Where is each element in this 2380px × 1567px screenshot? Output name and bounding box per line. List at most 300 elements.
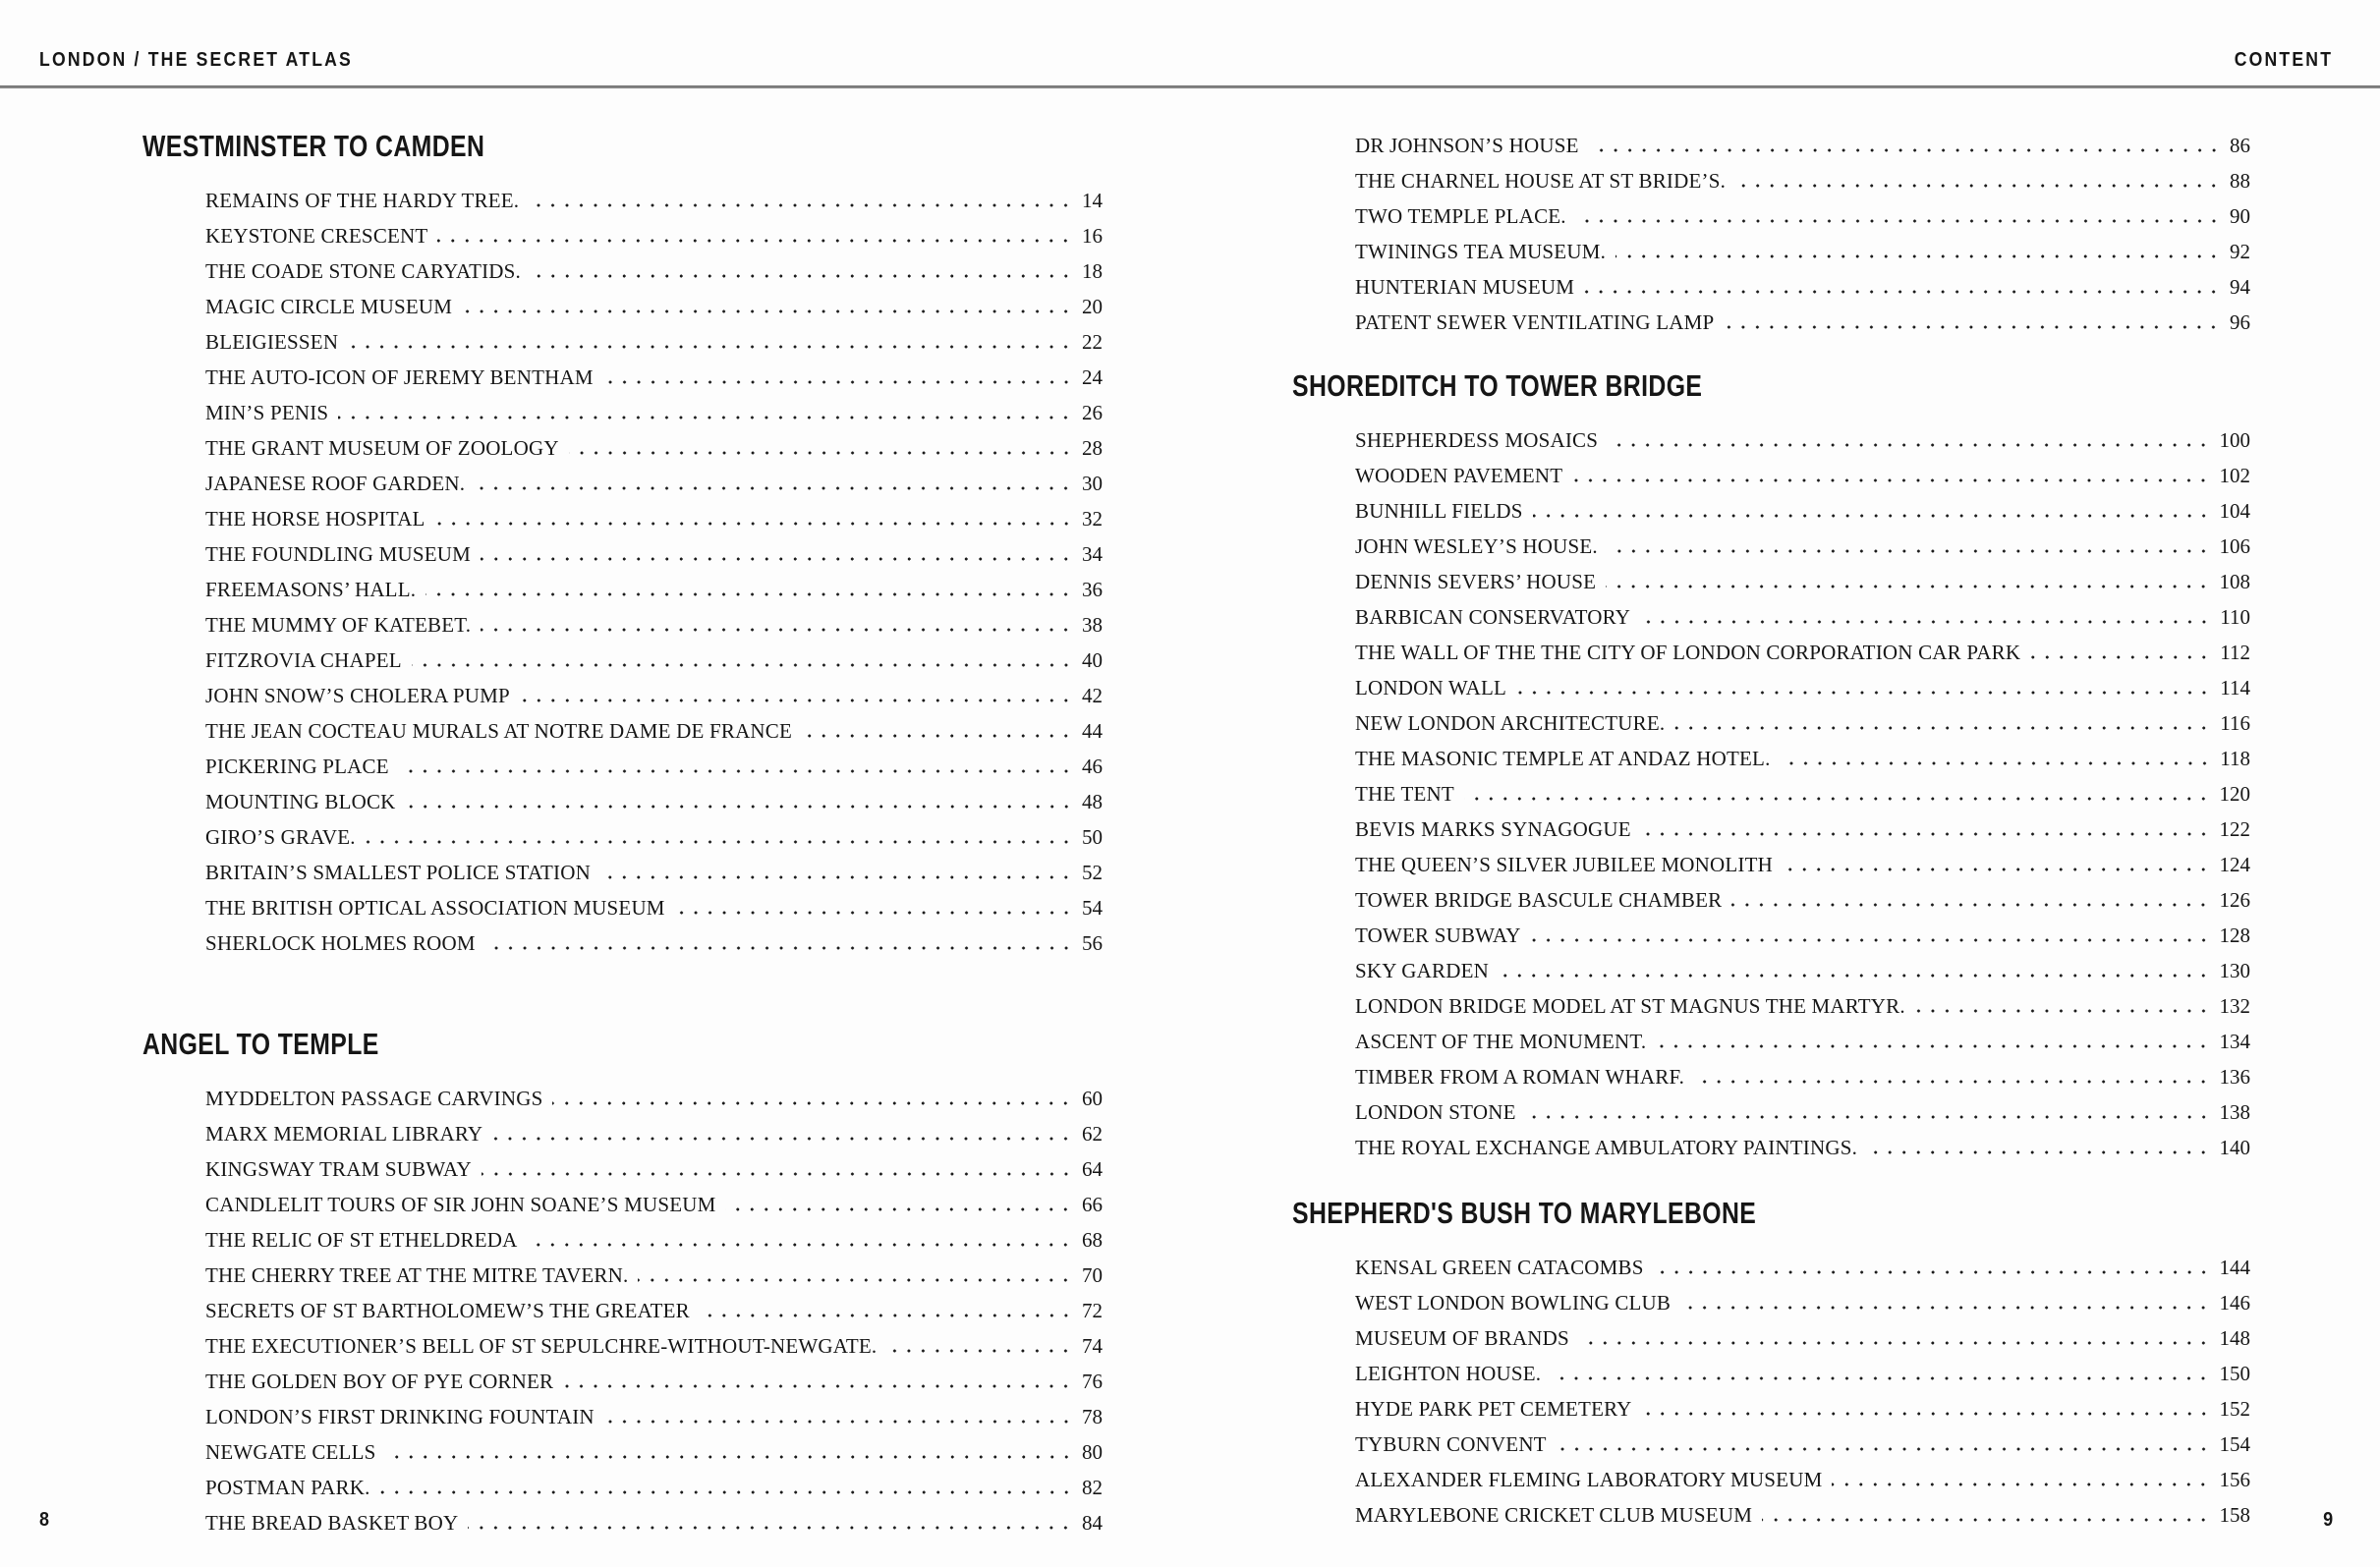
entry-page-number: 52 bbox=[1082, 861, 1103, 884]
entry-page-number: 112 bbox=[2220, 641, 2250, 664]
entry-title: LONDON BRIDGE MODEL AT ST MAGNUS THE MARTYR. bbox=[1355, 994, 1905, 1018]
toc-section bbox=[1292, 122, 2250, 334]
entry-page-number: 110 bbox=[2220, 605, 2250, 629]
toc-entry bbox=[142, 601, 1103, 637]
entry-page-number: 156 bbox=[2219, 1468, 2250, 1491]
entry-page-number: 106 bbox=[2219, 534, 2250, 558]
folio-right: 9 bbox=[2322, 1509, 2333, 1531]
entry-title: THE ROYAL EXCHANGE AMBULATORY PAINTINGS. bbox=[1355, 1136, 1858, 1159]
entry-title: THE COADE STONE CARYATIDS. bbox=[205, 259, 521, 283]
dot-leader bbox=[700, 1313, 1073, 1318]
entry-page-number: 30 bbox=[1082, 472, 1103, 495]
entry-page-number: 84 bbox=[1082, 1511, 1103, 1535]
entry-title: TIMBER FROM A ROMAN WHARF. bbox=[1355, 1065, 1685, 1089]
toc-entry bbox=[142, 1110, 1103, 1146]
entry-title: THE GOLDEN BOY OF PYE CORNER bbox=[205, 1370, 554, 1393]
toc-entries bbox=[1292, 122, 2250, 334]
toc-entry bbox=[1292, 1456, 2250, 1491]
entry-page-number: 74 bbox=[1082, 1334, 1103, 1358]
dot-leader bbox=[2030, 654, 2211, 660]
entry-title: THE AUTO-ICON OF JEREMY BENTHAM bbox=[205, 365, 594, 389]
sections bbox=[1292, 122, 2250, 1527]
entry-title: SHEPHERDESS MOSAICS bbox=[1355, 428, 1599, 452]
toc-entry bbox=[142, 743, 1103, 778]
dot-leader bbox=[1656, 1043, 2210, 1049]
toc-entry bbox=[1292, 806, 2250, 841]
entry-title: THE TENT bbox=[1355, 782, 1454, 806]
toc-entry bbox=[1292, 1421, 2250, 1456]
toc-entry bbox=[1292, 876, 2250, 912]
entry-title: LONDON STONE bbox=[1355, 1100, 1516, 1124]
dot-leader bbox=[569, 450, 1073, 456]
folio-left: 8 bbox=[39, 1509, 50, 1531]
entry-page-number: 72 bbox=[1082, 1299, 1103, 1322]
dot-leader bbox=[366, 839, 1073, 845]
dot-leader bbox=[531, 273, 1073, 279]
entry-title: THE FOUNDLING MUSEUM bbox=[205, 542, 471, 566]
entry-page-number: 146 bbox=[2219, 1291, 2250, 1315]
running-header-content-label: CONTENT bbox=[2234, 49, 2333, 71]
toc-entries bbox=[1292, 417, 2250, 1159]
toc-entry bbox=[142, 1181, 1103, 1216]
entry-page-number: 24 bbox=[1082, 365, 1103, 389]
entry-page-number: 104 bbox=[2219, 499, 2250, 523]
dot-leader bbox=[886, 1348, 1073, 1354]
toc-entry bbox=[1292, 558, 2250, 593]
entry-page-number: 114 bbox=[2220, 676, 2250, 700]
entry-title: THE EXECUTIONER’S BELL OF ST SEPULCHRE-WITHOUT-NEWGATE. bbox=[205, 1334, 878, 1358]
entry-title: THE WALL OF THE THE CITY OF LONDON CORPORATION CAR PARK bbox=[1355, 641, 2021, 664]
entry-title: MOUNTING BLOCK bbox=[205, 790, 396, 813]
entry-title: FITZROVIA CHAPEL bbox=[205, 648, 402, 672]
toc-entry bbox=[1292, 1018, 2250, 1053]
entry-title: THE HORSE HOSPITAL bbox=[205, 507, 425, 531]
toc-entry bbox=[142, 1464, 1103, 1499]
toc-entry bbox=[1292, 417, 2250, 452]
dot-leader bbox=[1531, 937, 2211, 943]
entry-page-number: 118 bbox=[2220, 747, 2250, 770]
entry-title: JOHN WESLEY’S HOUSE. bbox=[1355, 534, 1598, 558]
entry-page-number: 82 bbox=[1082, 1476, 1103, 1499]
dot-leader bbox=[380, 1489, 1073, 1495]
toc-entry bbox=[142, 495, 1103, 531]
entry-page-number: 44 bbox=[1082, 719, 1103, 743]
toc-section bbox=[1292, 1195, 2250, 1527]
entry-page-number: 128 bbox=[2219, 923, 2250, 947]
dot-leader bbox=[1579, 1340, 2211, 1346]
toc-entry bbox=[1292, 487, 2250, 523]
toc-entry bbox=[142, 531, 1103, 566]
entry-page-number: 88 bbox=[2230, 169, 2250, 193]
dot-leader bbox=[1674, 725, 2211, 731]
entry-page-number: 14 bbox=[1082, 189, 1103, 212]
dot-leader bbox=[348, 344, 1073, 350]
dot-leader bbox=[425, 591, 1073, 597]
entry-page-number: 42 bbox=[1082, 684, 1103, 707]
entry-page-number: 76 bbox=[1082, 1370, 1103, 1393]
toc-entry bbox=[142, 884, 1103, 920]
dot-leader bbox=[1589, 147, 2221, 153]
dot-leader bbox=[527, 1242, 1073, 1248]
entry-page-number: 108 bbox=[2219, 570, 2250, 593]
entry-title: NEW LONDON ARCHITECTURE. bbox=[1355, 711, 1666, 735]
entry-title: LONDON’S FIRST DRINKING FOUNTAIN bbox=[205, 1405, 595, 1428]
dot-leader bbox=[481, 556, 1073, 562]
entry-title: KENSAL GREEN CATACOMBS bbox=[1355, 1256, 1644, 1279]
toc-entry bbox=[1292, 912, 2250, 947]
entry-page-number: 60 bbox=[1082, 1087, 1103, 1110]
dot-leader bbox=[462, 308, 1073, 314]
entry-page-number: 20 bbox=[1082, 295, 1103, 318]
entry-title: THE JEAN COCTEAU MURALS AT NOTRE DAME DE FRANCE bbox=[205, 719, 793, 743]
entry-page-number: 40 bbox=[1082, 648, 1103, 672]
dot-leader bbox=[675, 910, 1073, 916]
dot-leader bbox=[406, 804, 1073, 810]
entry-title: KINGSWAY TRAM SUBWAY bbox=[205, 1157, 472, 1181]
toc-page-right bbox=[1292, 122, 2250, 1527]
toc-section bbox=[142, 1026, 1103, 1535]
toc-entry bbox=[1292, 1244, 2250, 1279]
entry-page-number: 136 bbox=[2219, 1065, 2250, 1089]
toc-entry bbox=[142, 672, 1103, 707]
toc-page-left bbox=[142, 128, 1103, 1535]
dot-leader bbox=[1608, 548, 2211, 554]
toc-entry bbox=[1292, 523, 2250, 558]
toc-entry bbox=[1292, 1385, 2250, 1421]
entry-page-number: 124 bbox=[2219, 853, 2250, 876]
toc-entries bbox=[142, 177, 1103, 955]
entry-page-number: 130 bbox=[2219, 959, 2250, 982]
entry-title: BRITAIN’S SMALLEST POLICE STATION bbox=[205, 861, 591, 884]
dot-leader bbox=[482, 1171, 1073, 1177]
entry-page-number: 48 bbox=[1082, 790, 1103, 813]
toc-entry bbox=[142, 1393, 1103, 1428]
entry-title: BEVIS MARKS SYNAGOGUE bbox=[1355, 817, 1631, 841]
entry-page-number: 122 bbox=[2219, 817, 2250, 841]
toc-entry bbox=[142, 389, 1103, 424]
entry-page-number: 92 bbox=[2230, 240, 2250, 263]
toc-entry bbox=[1292, 947, 2250, 982]
section-title: ANGEL TO TEMPLE bbox=[142, 1027, 379, 1061]
toc-entry bbox=[1292, 452, 2250, 487]
entry-title: THE BRITISH OPTICAL ASSOCIATION MUSEUM bbox=[205, 896, 665, 920]
entry-title: REMAINS OF THE HARDY TREE. bbox=[205, 189, 520, 212]
entry-title: THE MASONIC TEMPLE AT ANDAZ HOTEL. bbox=[1355, 747, 1771, 770]
toc-entry bbox=[142, 1287, 1103, 1322]
dot-leader bbox=[604, 1419, 1073, 1425]
dot-leader bbox=[1832, 1482, 2210, 1487]
dot-leader bbox=[475, 485, 1073, 491]
entry-title: BARBICAN CONSERVATORY bbox=[1355, 605, 1631, 629]
toc-entry bbox=[142, 707, 1103, 743]
entry-page-number: 158 bbox=[2219, 1503, 2250, 1527]
entry-title: SECRETS OF ST BARTHOLOMEW’S THE GREATER bbox=[205, 1299, 690, 1322]
entry-page-number: 100 bbox=[2219, 428, 2250, 452]
entry-title: THE CHARNEL HOUSE AT ST BRIDE’S. bbox=[1355, 169, 1727, 193]
toc-section bbox=[1292, 367, 2250, 1159]
dot-leader bbox=[1915, 1008, 2211, 1014]
toc-section bbox=[142, 128, 1103, 955]
entry-title: DENNIS SEVERS’ HOUSE bbox=[1355, 570, 1597, 593]
toc-entries bbox=[1292, 1244, 2250, 1527]
entry-page-number: 132 bbox=[2219, 994, 2250, 1018]
dot-leader bbox=[1615, 253, 2221, 259]
entry-title: PATENT SEWER VENTILATING LAMP bbox=[1355, 310, 1715, 334]
toc-entry bbox=[142, 1252, 1103, 1287]
entry-title: TYBURN CONVENT bbox=[1355, 1432, 1547, 1456]
entry-page-number: 134 bbox=[2219, 1030, 2250, 1053]
dot-leader bbox=[338, 415, 1073, 420]
entry-page-number: 46 bbox=[1082, 755, 1103, 778]
toc-entry bbox=[142, 1499, 1103, 1535]
toc-entries bbox=[142, 1075, 1103, 1535]
toc-entry bbox=[1292, 1315, 2250, 1350]
dot-leader bbox=[1499, 973, 2211, 979]
entry-page-number: 138 bbox=[2219, 1100, 2250, 1124]
dot-leader bbox=[1606, 584, 2210, 589]
dot-leader bbox=[1642, 1411, 2211, 1417]
entry-page-number: 54 bbox=[1082, 896, 1103, 920]
dot-leader bbox=[1572, 477, 2210, 483]
dot-leader bbox=[437, 238, 1073, 244]
toc-entry bbox=[142, 849, 1103, 884]
entry-page-number: 148 bbox=[2219, 1326, 2250, 1350]
entry-title: NEWGATE CELLS bbox=[205, 1440, 376, 1464]
entry-title: THE CHERRY TREE AT THE MITRE TAVERN. bbox=[205, 1263, 629, 1287]
entry-title: THE BREAD BASKET BOY bbox=[205, 1511, 459, 1535]
toc-entry bbox=[1292, 735, 2250, 770]
entry-page-number: 94 bbox=[2230, 275, 2250, 299]
entry-page-number: 68 bbox=[1082, 1228, 1103, 1252]
entry-title: MARYLEBONE CRICKET CLUB MUSEUM bbox=[1355, 1503, 1753, 1527]
entry-page-number: 102 bbox=[2219, 464, 2250, 487]
dot-leader bbox=[1526, 1114, 2211, 1120]
entry-title: JOHN SNOW’S CHOLERA PUMP bbox=[205, 684, 510, 707]
section-title: SHOREDITCH TO TOWER BRIDGE bbox=[1292, 368, 1703, 403]
toc-entry bbox=[1292, 664, 2250, 700]
entry-title: HUNTERIAN MUSEUM bbox=[1355, 275, 1575, 299]
dot-leader bbox=[1608, 442, 2210, 448]
entry-title: THE MUMMY OF KATEBET. bbox=[205, 613, 472, 637]
dot-leader bbox=[1735, 183, 2221, 189]
entry-page-number: 50 bbox=[1082, 825, 1103, 849]
dot-leader bbox=[1640, 619, 2211, 625]
entry-page-number: 120 bbox=[2219, 782, 2250, 806]
entry-page-number: 26 bbox=[1082, 401, 1103, 424]
entry-title: TOWER BRIDGE BASCULE CHAMBER bbox=[1355, 888, 1723, 912]
entry-title: KEYSTONE CRESCENT bbox=[205, 224, 428, 248]
dot-leader bbox=[468, 1525, 1073, 1531]
entry-title: CANDLELIT TOURS OF SIR JOHN SOANE’S MUSEUM bbox=[205, 1193, 716, 1216]
entry-page-number: 18 bbox=[1082, 259, 1103, 283]
toc-entry bbox=[142, 283, 1103, 318]
entry-page-number: 126 bbox=[2219, 888, 2250, 912]
dot-leader bbox=[1551, 1375, 2210, 1381]
toc-entry bbox=[1292, 1053, 2250, 1089]
dot-leader bbox=[725, 1206, 1073, 1212]
toc-entry bbox=[142, 177, 1103, 212]
entry-page-number: 22 bbox=[1082, 330, 1103, 354]
entry-title: MAGIC CIRCLE MUSEUM bbox=[205, 295, 453, 318]
section-title: WESTMINSTER TO CAMDEN bbox=[142, 129, 485, 163]
toc-entry bbox=[1292, 1089, 2250, 1124]
toc-entry bbox=[1292, 263, 2250, 299]
toc-entry bbox=[142, 1146, 1103, 1181]
dot-leader bbox=[552, 1100, 1073, 1106]
dot-leader bbox=[603, 379, 1073, 385]
entry-page-number: 38 bbox=[1082, 613, 1103, 637]
toc-entry bbox=[142, 920, 1103, 955]
running-header-title: LONDON / THE SECRET ATLAS bbox=[39, 49, 353, 71]
toc-entry bbox=[142, 1428, 1103, 1464]
entry-title: GIRO’S GRAVE. bbox=[205, 825, 356, 849]
toc-entry bbox=[142, 813, 1103, 849]
entry-title: LEIGHTON HOUSE. bbox=[1355, 1362, 1542, 1385]
toc-entry bbox=[142, 1075, 1103, 1110]
entry-page-number: 62 bbox=[1082, 1122, 1103, 1146]
entry-title: ALEXANDER FLEMING LABORATORY MUSEUM bbox=[1355, 1468, 1823, 1491]
toc-entry bbox=[1292, 299, 2250, 334]
toc-entry bbox=[142, 1358, 1103, 1393]
dot-leader bbox=[1654, 1269, 2211, 1275]
toc-entry bbox=[142, 1216, 1103, 1252]
entry-page-number: 66 bbox=[1082, 1193, 1103, 1216]
entry-page-number: 90 bbox=[2230, 204, 2250, 228]
entry-title: HYDE PARK PET CEMETERY bbox=[1355, 1397, 1632, 1421]
toc-entry bbox=[1292, 982, 2250, 1018]
dot-leader bbox=[1781, 760, 2212, 766]
toc-entry bbox=[142, 637, 1103, 672]
entry-title: JAPANESE ROOF GARDEN. bbox=[205, 472, 466, 495]
toc-entry bbox=[1292, 1491, 2250, 1527]
dot-leader bbox=[1516, 690, 2211, 696]
entry-page-number: 28 bbox=[1082, 436, 1103, 460]
entry-title: THE QUEEN’S SILVER JUBILEE MONOLITH bbox=[1355, 853, 1774, 876]
dot-leader bbox=[1783, 867, 2210, 872]
entry-page-number: 80 bbox=[1082, 1440, 1103, 1464]
dot-leader bbox=[1867, 1149, 2210, 1155]
toc-entry bbox=[1292, 593, 2250, 629]
dot-leader bbox=[1731, 902, 2210, 908]
dot-leader bbox=[435, 521, 1073, 527]
dot-leader bbox=[1576, 218, 2221, 224]
entry-title: BLEIGIESSEN bbox=[205, 330, 339, 354]
dot-leader bbox=[481, 627, 1073, 633]
dot-leader bbox=[386, 1454, 1074, 1460]
entry-title: DR JOHNSON’S HOUSE bbox=[1355, 134, 1579, 157]
entry-title: MUSEUM OF BRANDS bbox=[1355, 1326, 1569, 1350]
dot-leader bbox=[492, 1136, 1073, 1142]
sections bbox=[142, 128, 1103, 1535]
dot-leader bbox=[1464, 796, 2211, 802]
entry-title: FREEMASONS’ HALL. bbox=[205, 578, 417, 601]
entry-page-number: 32 bbox=[1082, 507, 1103, 531]
toc-entry bbox=[142, 778, 1103, 813]
entry-title: BUNHILL FIELDS bbox=[1355, 499, 1523, 523]
entry-title: WOODEN PAVEMENT bbox=[1355, 464, 1563, 487]
dot-leader bbox=[1641, 831, 2211, 837]
dot-leader bbox=[1557, 1446, 2211, 1452]
dot-leader bbox=[529, 202, 1073, 208]
entry-page-number: 34 bbox=[1082, 542, 1103, 566]
entry-page-number: 56 bbox=[1082, 931, 1103, 955]
toc-entry bbox=[1292, 193, 2250, 228]
toc-entry bbox=[142, 566, 1103, 601]
header-rule bbox=[0, 85, 2380, 88]
toc-entry bbox=[142, 460, 1103, 495]
entry-page-number: 144 bbox=[2219, 1256, 2250, 1279]
toc-entry bbox=[142, 354, 1103, 389]
entry-title: LONDON WALL bbox=[1355, 676, 1507, 700]
toc-entry bbox=[142, 1322, 1103, 1358]
entry-title: THE RELIC OF ST ETHELDREDA bbox=[205, 1228, 518, 1252]
dot-leader bbox=[412, 662, 1073, 668]
entry-page-number: 116 bbox=[2220, 711, 2250, 735]
dot-leader bbox=[600, 874, 1073, 880]
entry-title: MARX MEMORIAL LIBRARY bbox=[205, 1122, 483, 1146]
entry-page-number: 150 bbox=[2219, 1362, 2250, 1385]
toc-entry bbox=[1292, 1279, 2250, 1315]
entry-title: MIN’S PENIS bbox=[205, 401, 329, 424]
toc-entry bbox=[142, 248, 1103, 283]
toc-entry bbox=[1292, 1124, 2250, 1159]
dot-leader bbox=[399, 768, 1073, 774]
toc-entry bbox=[1292, 122, 2250, 157]
entry-page-number: 154 bbox=[2219, 1432, 2250, 1456]
toc-entry bbox=[1292, 770, 2250, 806]
entry-page-number: 78 bbox=[1082, 1405, 1103, 1428]
entry-title: SHERLOCK HOLMES ROOM bbox=[205, 931, 476, 955]
dot-leader bbox=[563, 1383, 1073, 1389]
entry-title: TWININGS TEA MUSEUM. bbox=[1355, 240, 1607, 263]
dot-leader bbox=[1694, 1079, 2210, 1085]
entry-page-number: 152 bbox=[2219, 1397, 2250, 1421]
entry-title: WEST LONDON BOWLING CLUB bbox=[1355, 1291, 1672, 1315]
toc-entry bbox=[1292, 1350, 2250, 1385]
entry-page-number: 16 bbox=[1082, 224, 1103, 248]
entry-page-number: 64 bbox=[1082, 1157, 1103, 1181]
entry-page-number: 86 bbox=[2230, 134, 2250, 157]
entry-title: SKY GARDEN bbox=[1355, 959, 1489, 982]
entry-page-number: 140 bbox=[2219, 1136, 2250, 1159]
entry-title: PICKERING PLACE bbox=[205, 755, 389, 778]
entry-title: THE GRANT MUSEUM OF ZOOLOGY bbox=[205, 436, 559, 460]
dot-leader bbox=[638, 1277, 1073, 1283]
dot-leader bbox=[520, 698, 1073, 703]
entry-title: MYDDELTON PASSAGE CARVINGS bbox=[205, 1087, 543, 1110]
entry-page-number: 36 bbox=[1082, 578, 1103, 601]
toc-entry bbox=[1292, 629, 2250, 664]
toc-entry bbox=[142, 318, 1103, 354]
dot-leader bbox=[1533, 513, 2211, 519]
entry-title: TOWER SUBWAY bbox=[1355, 923, 1521, 947]
dot-leader bbox=[1680, 1305, 2210, 1311]
toc-entry bbox=[1292, 228, 2250, 263]
toc-entry bbox=[1292, 157, 2250, 193]
entry-title: ASCENT OF THE MONUMENT. bbox=[1355, 1030, 1647, 1053]
toc-entry bbox=[1292, 841, 2250, 876]
toc-entry bbox=[142, 212, 1103, 248]
entry-title: TWO TEMPLE PLACE. bbox=[1355, 204, 1566, 228]
dot-leader bbox=[1584, 289, 2221, 295]
section-title: SHEPHERD'S BUSH TO MARYLEBONE bbox=[1292, 1196, 1757, 1230]
entry-title: POSTMAN PARK. bbox=[205, 1476, 370, 1499]
dot-leader bbox=[1762, 1517, 2210, 1523]
entry-page-number: 70 bbox=[1082, 1263, 1103, 1287]
entry-page-number: 96 bbox=[2230, 310, 2250, 334]
dot-leader bbox=[802, 733, 1073, 739]
toc-entry bbox=[1292, 700, 2250, 735]
